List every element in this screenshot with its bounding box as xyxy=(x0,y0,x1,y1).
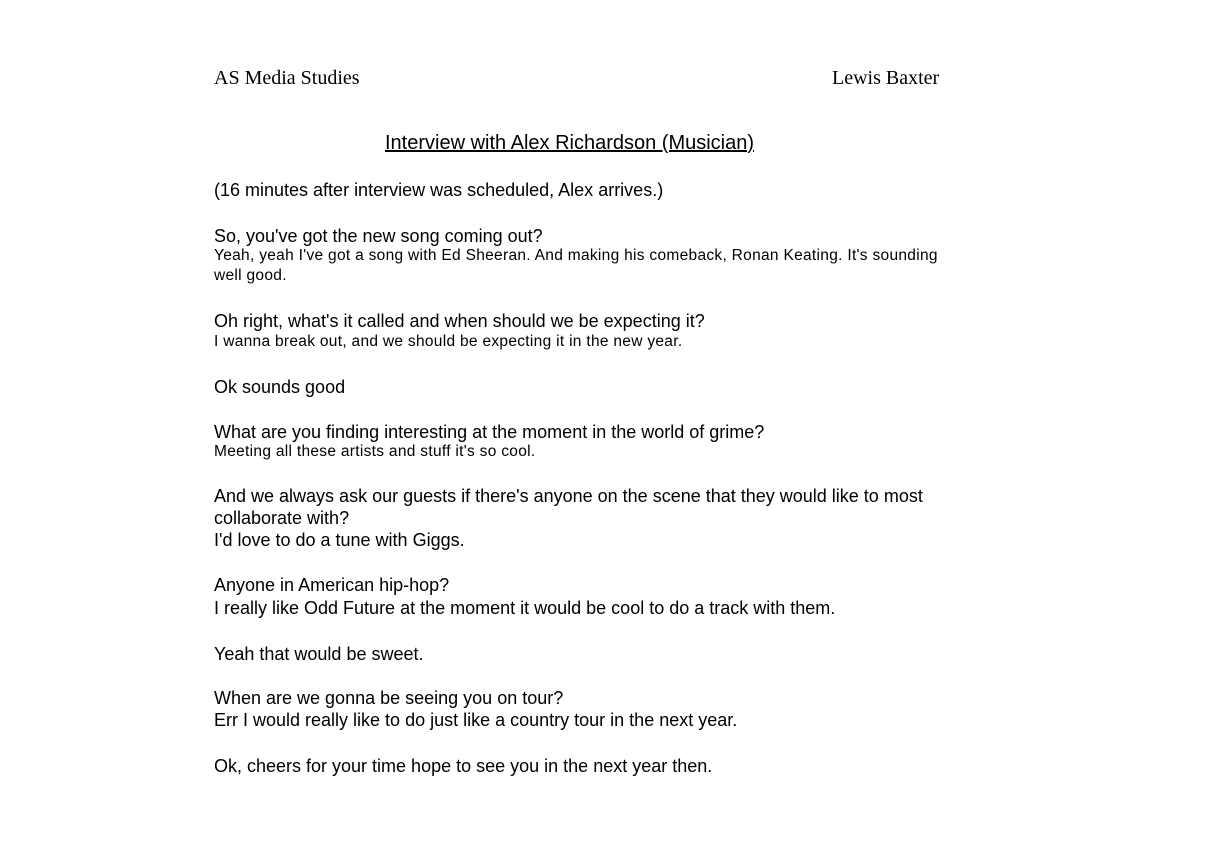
answer-2: I wanna break out, and we should be expecting it in the new year. xyxy=(214,333,683,350)
question-2: Oh right, what's it called and when should we be expecting it? xyxy=(214,311,705,331)
question-9: Ok, cheers for your time hope to see you in the next year then. xyxy=(214,756,713,776)
answer-8: Err I would really like to do just like a country tour in the next year. xyxy=(214,710,738,730)
question-1: So, you've got the new song coming out? xyxy=(214,226,543,246)
answer-1: Yeah, yeah I've got a song with Ed Sheeran. And making his comeback, Ronan Keating. It's sounding well good. xyxy=(214,247,938,284)
question-3: Ok sounds good xyxy=(214,377,346,397)
intro-note: (16 minutes after interview was scheduled, Alex arrives.) xyxy=(214,180,664,200)
question-4: What are you finding interesting at the moment in the world of grime? xyxy=(214,422,765,442)
document-title: Interview with Alex Richardson (Musician) xyxy=(385,132,755,154)
course-name: AS Media Studies xyxy=(214,67,360,89)
answer-5: I'd love to do a tune with Giggs. xyxy=(214,530,465,550)
answer-4: Meeting all these artists and stuff it's so cool. xyxy=(214,443,536,460)
question-7: Yeah that would be sweet. xyxy=(214,644,424,664)
author-name: Lewis Baxter xyxy=(832,67,940,89)
question-5: And we always ask our guests if there's anyone on the scene that they would like to most collaborate with? xyxy=(214,486,923,528)
question-8: When are we gonna be seeing you on tour? xyxy=(214,688,564,708)
question-6: Anyone in American hip-hop? xyxy=(214,575,450,595)
answer-6: I really like Odd Future at the moment it would be cool to do a track with them. xyxy=(214,598,836,618)
